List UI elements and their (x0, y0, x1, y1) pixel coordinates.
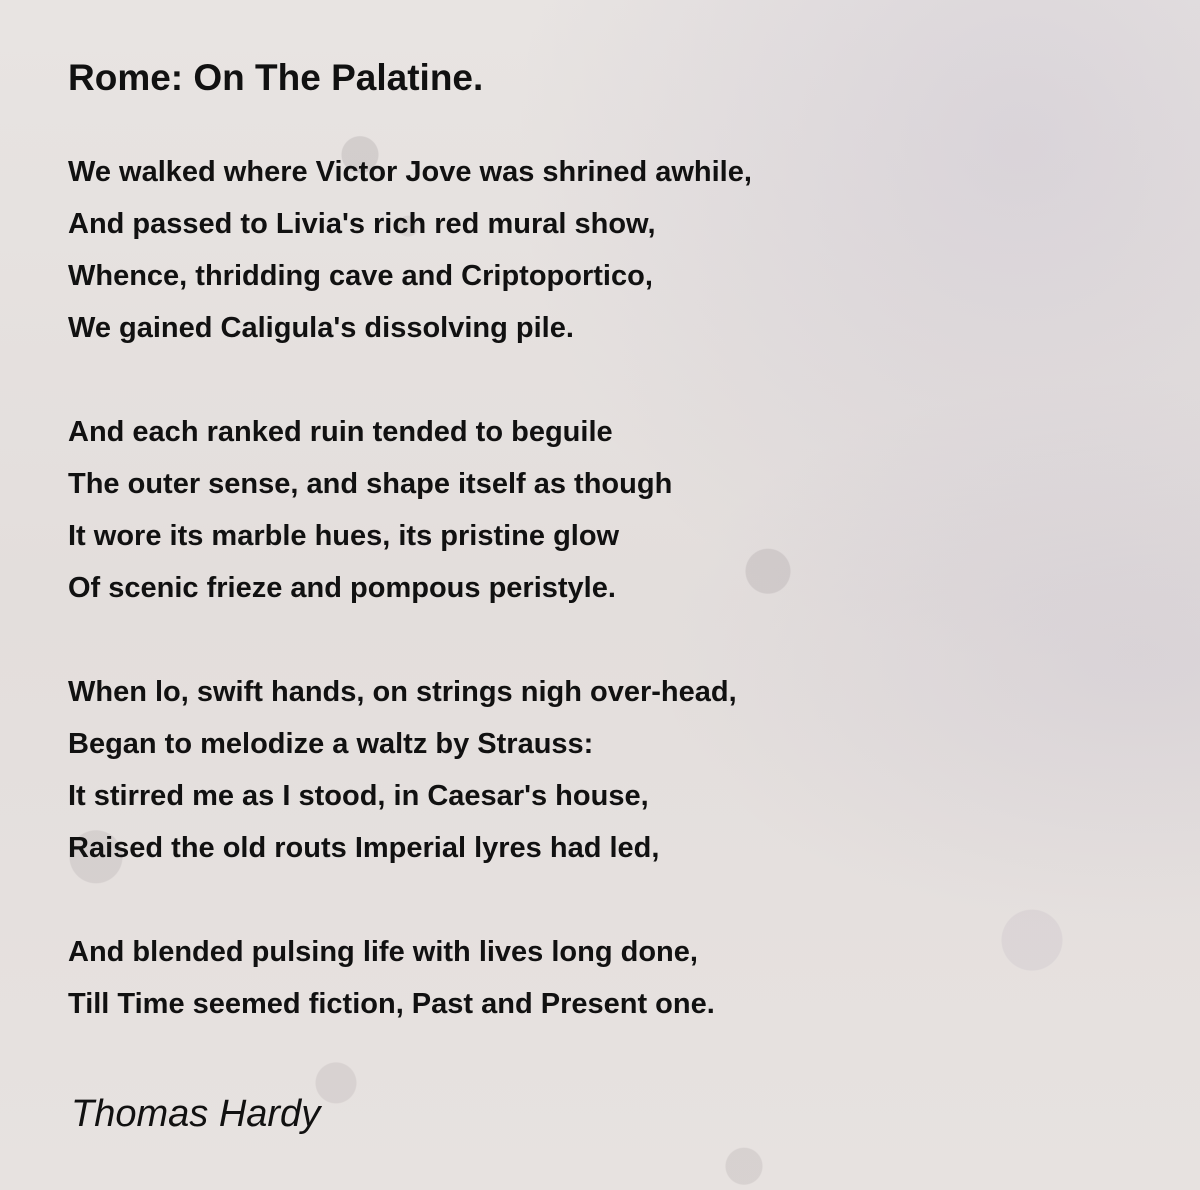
poem-line: It stirred me as I stood, in Caesar's house, (68, 780, 649, 812)
poem-line: Of scenic frieze and pompous peristyle. (68, 572, 616, 604)
poem-line: We gained Caligula's dissolving pile. (68, 312, 574, 344)
poem-author: Thomas Hardy (71, 1093, 321, 1135)
poem-body (68, 146, 1148, 1030)
poem-line: Began to melodize a waltz by Strauss: (68, 728, 594, 760)
stanza-2 (68, 406, 1148, 614)
poem-line: Raised the old routs Imperial lyres had led, (68, 832, 660, 864)
poem-line: And passed to Livia's rich red mural show, (68, 208, 656, 240)
poem-line: We walked where Victor Jove was shrined awhile, (68, 156, 752, 188)
poem-line: Till Time seemed fiction, Past and Present one. (68, 988, 715, 1020)
poem-card (68, 52, 1148, 1082)
stanza-4 (68, 926, 1148, 1030)
poem-line: When lo, swift hands, on strings nigh over-head, (68, 676, 737, 708)
poem-line: Whence, thridding cave and Criptoportico, (68, 260, 653, 292)
poem-line: The outer sense, and shape itself as though (68, 468, 673, 500)
poem-line: And blended pulsing life with lives long done, (68, 936, 698, 968)
poem-line: It wore its marble hues, its pristine glow (68, 520, 620, 552)
stanza-3 (68, 666, 1148, 874)
poem-title: Rome: On The Palatine. (68, 57, 484, 98)
stanza-1 (68, 146, 1148, 354)
poem-line: And each ranked ruin tended to beguile (68, 416, 613, 448)
